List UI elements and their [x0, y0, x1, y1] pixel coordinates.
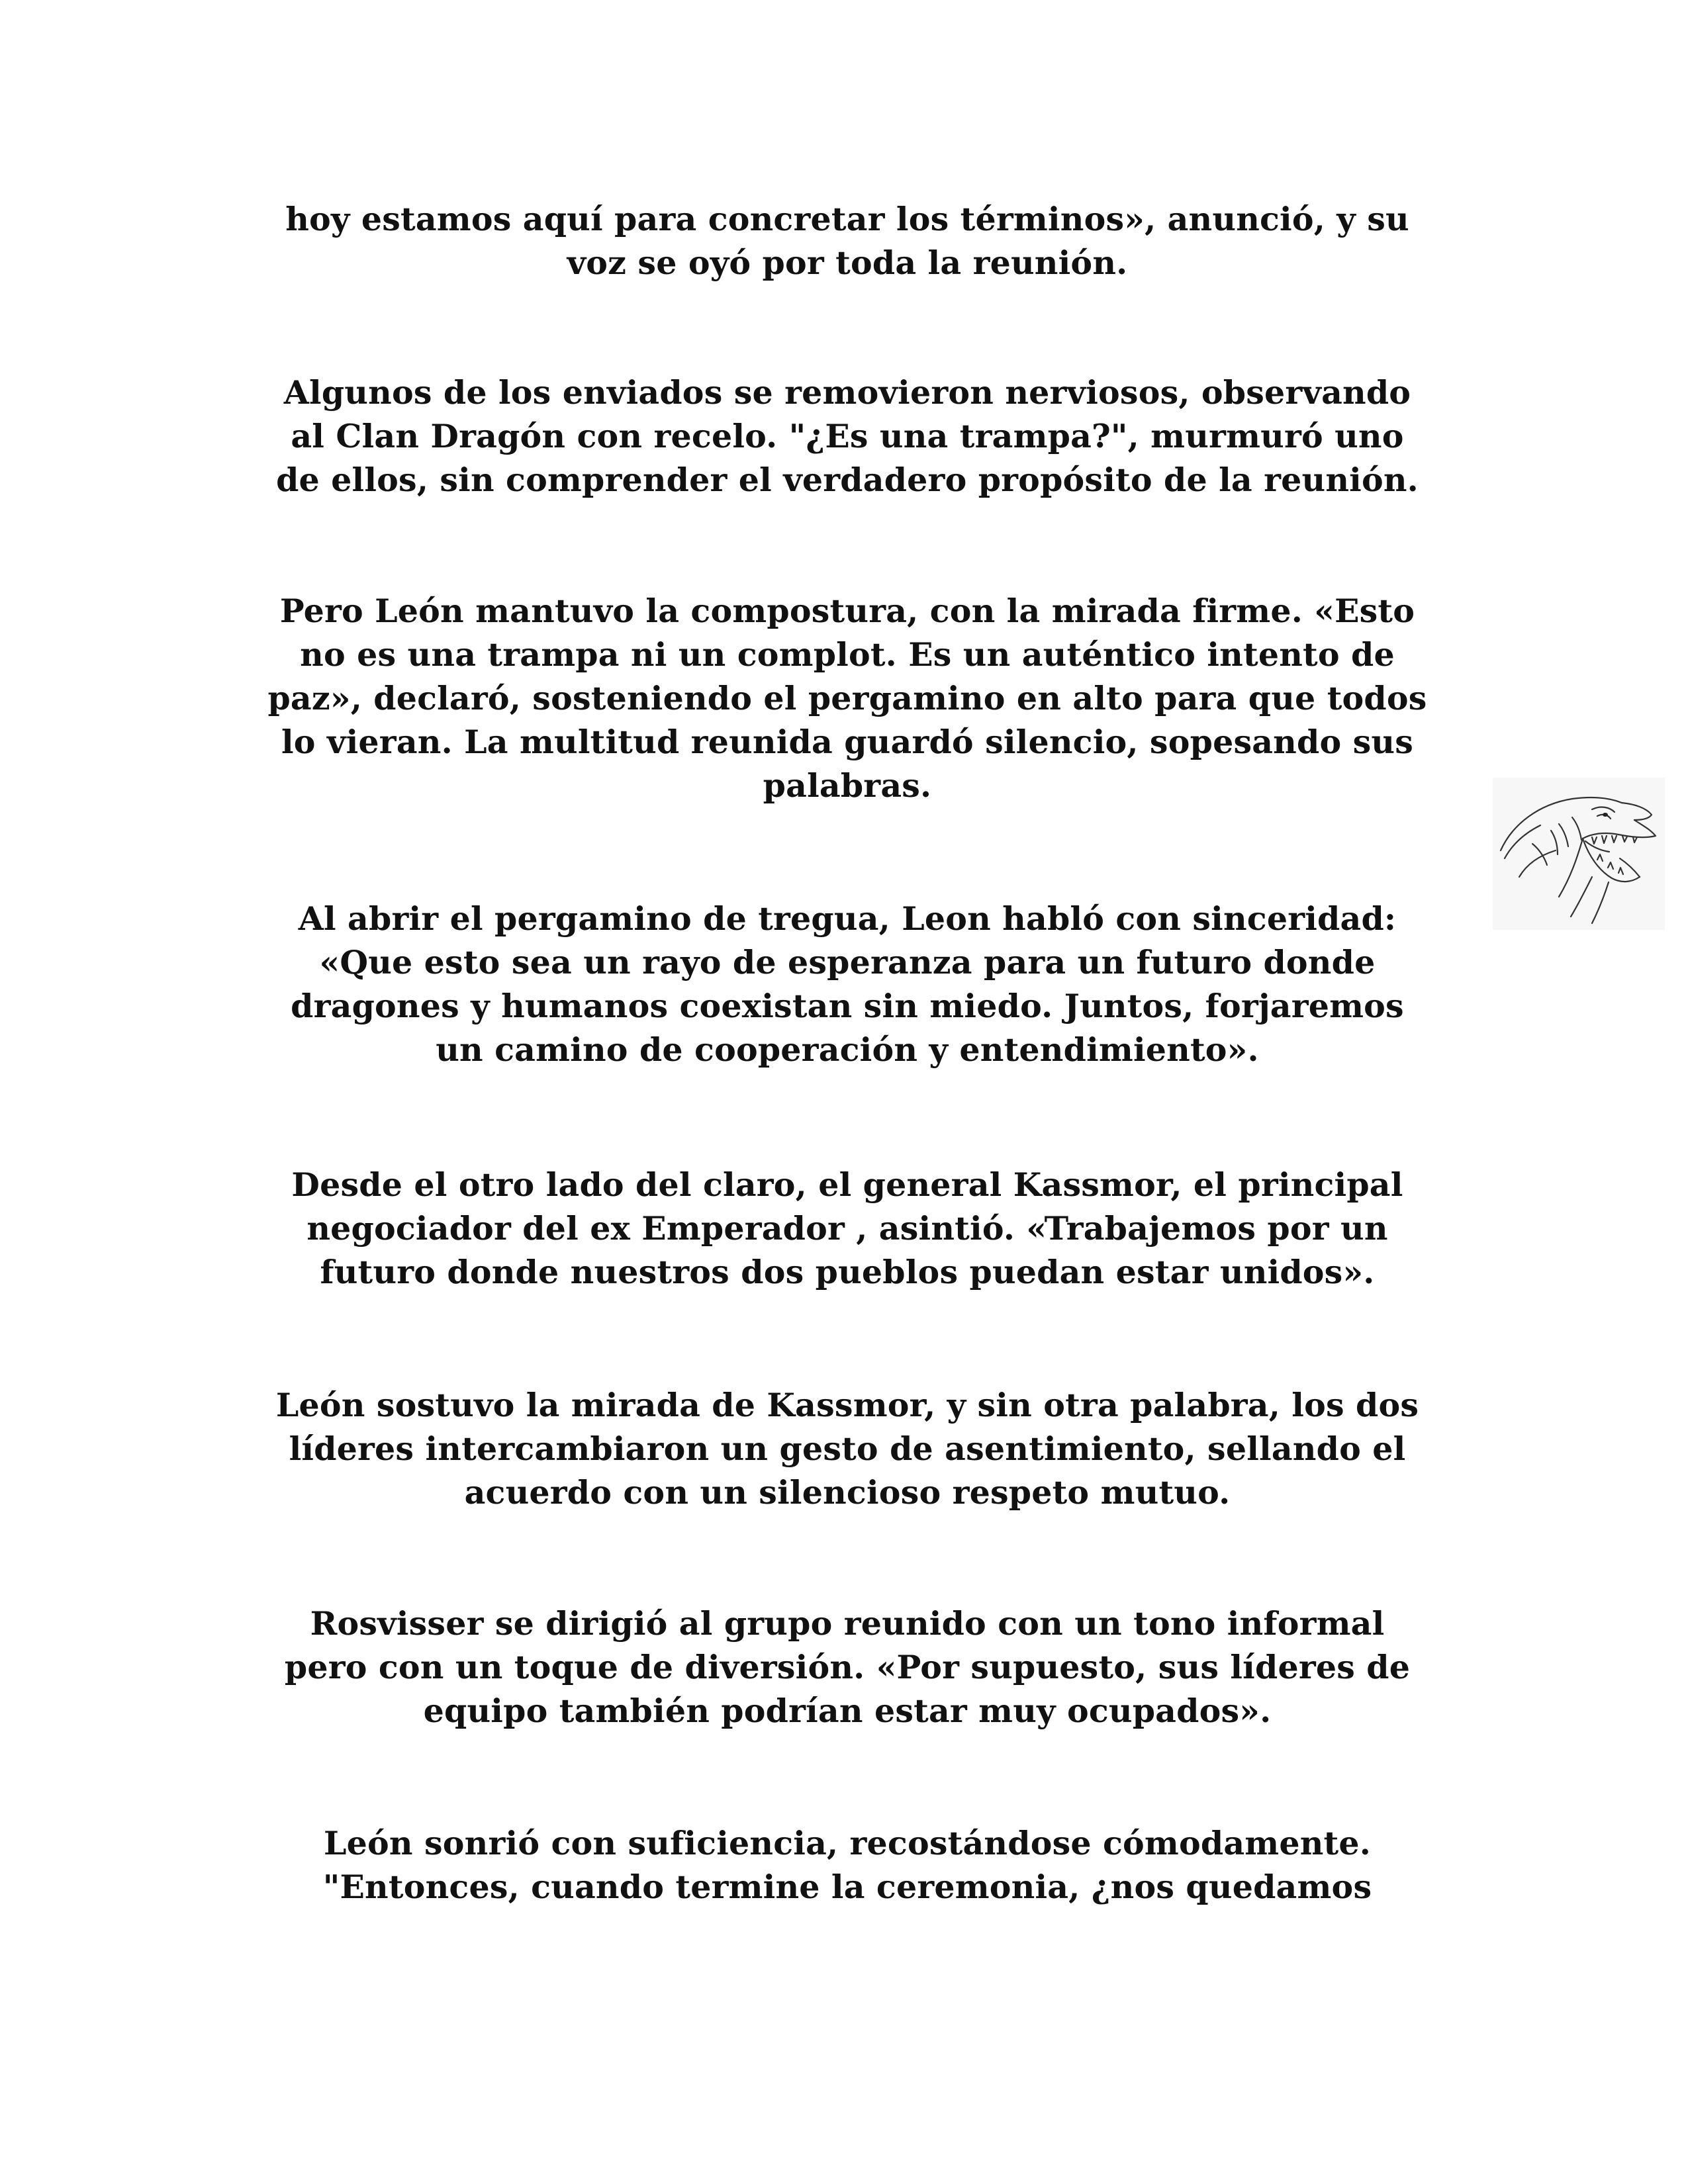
paragraph-line: Desde el otro lado del claro, el general Kassmor, el principal	[291, 1165, 1403, 1204]
paragraph-line: al Clan Dragón con recelo. "¿Es una trampa?", murmuró uno	[291, 417, 1404, 455]
paragraph-line: paz», declaró, sosteniendo el pergamino en alto para que todos	[267, 679, 1427, 717]
paragraph-line: voz se oyó por toda la reunión.	[567, 244, 1128, 282]
paragraph-line: Rosvisser se dirigió al grupo reunido con un tono informal	[310, 1604, 1385, 1643]
paragraph-line: futuro donde nuestros dos pueblos puedan estar unidos».	[320, 1253, 1375, 1291]
dragon-head-sketch-icon	[1493, 778, 1665, 930]
paragraph-line: no es una trampa ni un complot. Es un auténtico intento de	[300, 635, 1395, 674]
paragraph-line: «Que esto sea un rayo de esperanza para un futuro donde	[319, 943, 1376, 981]
paragraph-line: Pero León mantuvo la compostura, con la mirada firme. «Esto	[279, 592, 1415, 630]
paragraph-line: negociador del ex Emperador , asintió. «Trabajemos por un	[306, 1209, 1388, 1248]
paragraph-line: León sostuvo la mirada de Kassmor, y sin otra palabra, los dos	[275, 1386, 1419, 1424]
paragraph-line: líderes intercambiaron un gesto de asentimiento, sellando el	[289, 1430, 1406, 1468]
paragraph-line: Algunos de los enviados se removieron nerviosos, observando	[283, 373, 1411, 412]
paragraph-line: dragones y humanos coexistan sin miedo. Juntos, forjaremos	[291, 987, 1404, 1025]
paragraph-2	[225, 371, 1470, 502]
paragraph-line: lo vieran. La multitud reunida guardó silencio, sopesando sus	[281, 723, 1414, 761]
paragraph-5	[225, 1163, 1470, 1294]
paragraph-line: hoy estamos aquí para concretar los términos», anunció, y su	[285, 200, 1409, 238]
paragraph-7	[225, 1602, 1470, 1733]
paragraph-8	[225, 1821, 1470, 1909]
paragraph-line: acuerdo con un silencioso respeto mutuo.	[464, 1473, 1231, 1512]
paragraph-1	[225, 197, 1470, 285]
paragraph-line: León sonrió con suficiencia, recostándose cómodamente.	[324, 1824, 1371, 1862]
paragraph-4	[225, 897, 1470, 1071]
paragraph-line: equipo también podrían estar muy ocupados».	[423, 1692, 1272, 1730]
paragraph-line: "Entonces, cuando termine la ceremonia, ¿nos quedamos	[322, 1868, 1372, 1906]
paragraph-line: de ellos, sin comprender el verdadero propósito de la reunión.	[276, 461, 1419, 499]
paragraph-line: un camino de cooperación y entendimiento».	[436, 1030, 1259, 1069]
paragraph-line: palabras.	[763, 766, 932, 805]
paragraph-line: pero con un toque de diversión. «Por supuesto, sus líderes de	[284, 1648, 1411, 1686]
paragraph-line: Al abrir el pergamino de tregua, Leon habló con sinceridad:	[298, 899, 1397, 938]
paragraph-6	[225, 1383, 1470, 1514]
paragraph-3	[225, 589, 1470, 807]
